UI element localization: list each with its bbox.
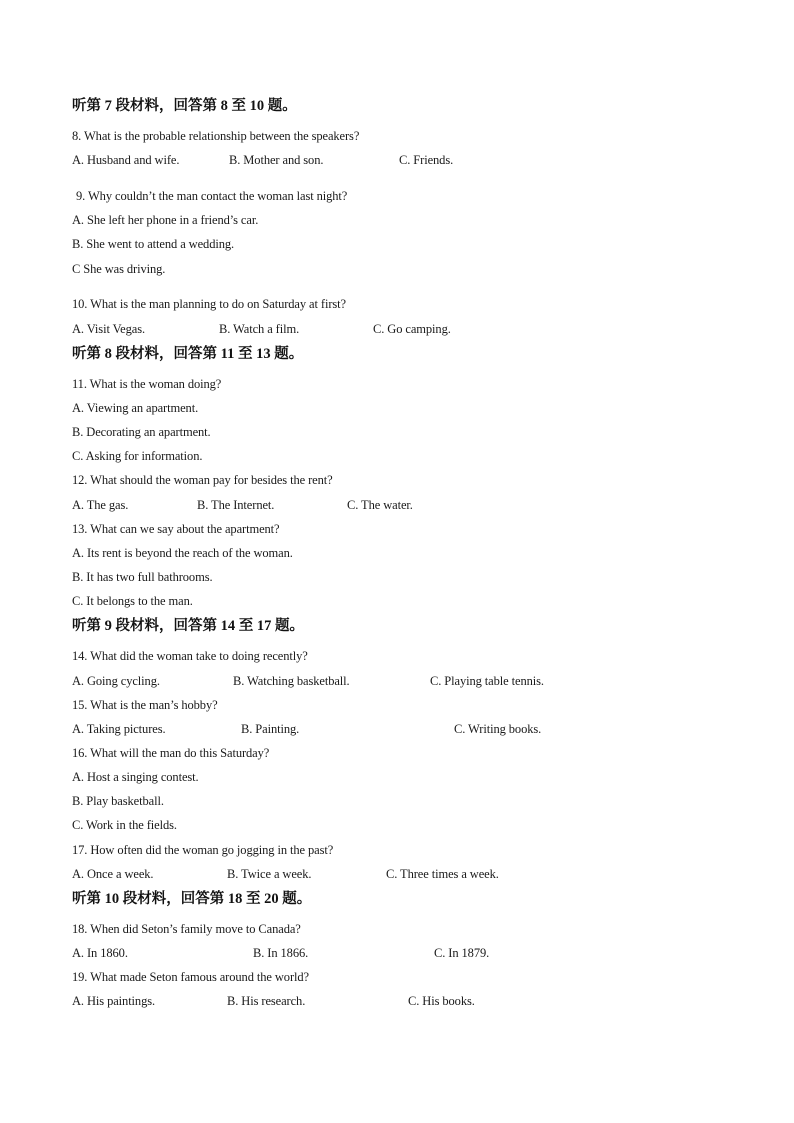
answer-option: C. His books. (408, 994, 475, 1008)
answer-option: C. It belongs to the man. (72, 594, 193, 608)
answer-option: B. Watching basketball. (233, 674, 350, 688)
question-text: 16. What will the man do this Saturday? (72, 746, 270, 760)
question-text: 10. What is the man planning to do on Saturday at first? (72, 297, 346, 311)
answer-option: A. Going cycling. (72, 674, 160, 688)
question-text: 13. What can we say about the apartment? (72, 522, 280, 536)
answer-option: B. In 1866. (253, 946, 309, 960)
answer-option: C. Playing table tennis. (430, 674, 544, 688)
answer-option: C She was driving. (72, 262, 166, 276)
answer-option: C. Go camping. (373, 322, 451, 336)
answer-option: A. The gas. (72, 498, 129, 512)
answer-option: B. The Internet. (197, 498, 275, 512)
answer-option: B. She went to attend a wedding. (72, 237, 235, 251)
question-text: 14. What did the woman take to doing recently? (72, 649, 308, 663)
answer-option: C. Writing books. (454, 722, 542, 736)
question-text: 17. How often did the woman go jogging in the past? (72, 843, 334, 857)
answer-option: A. Visit Vegas. (72, 322, 145, 336)
question-text: 11. What is the woman doing? (72, 377, 222, 391)
section-heading: 听第 9 段材料，回答第 14 至 17 题。 (72, 618, 304, 634)
answer-option: B. Mother and son. (229, 153, 324, 167)
answer-option: A. Once a week. (72, 867, 154, 881)
answer-option: A. Husband and wife. (72, 153, 180, 167)
answer-option: B. Twice a week. (227, 867, 312, 881)
answer-option: B. It has two full bathrooms. (72, 570, 213, 584)
question-text: 8. What is the probable relationship between the speakers? (72, 129, 360, 143)
answer-option: C. In 1879. (434, 946, 490, 960)
answer-option: B. Play basketball. (72, 794, 164, 808)
answer-option: C. Work in the fields. (72, 818, 177, 832)
answer-option: C. Friends. (399, 153, 454, 167)
answer-option: B. Painting. (241, 722, 300, 736)
answer-option: A. Its rent is beyond the reach of the woman. (72, 546, 293, 560)
question-text: 12. What should the woman pay for besides the rent? (72, 473, 333, 487)
answer-option: A. His paintings. (72, 994, 156, 1008)
answer-option: C. The water. (347, 498, 413, 512)
section-heading: 听第 8 段材料，回答第 11 至 13 题。 (72, 346, 304, 362)
answer-option: A. She left her phone in a friend’s car. (72, 213, 259, 227)
answer-option: B. Watch a film. (219, 322, 300, 336)
answer-option: A. Host a singing contest. (72, 770, 199, 784)
answer-option: B. Decorating an apartment. (72, 425, 211, 439)
answer-option: A. Taking pictures. (72, 722, 166, 736)
question-text: 19. What made Seton famous around the world? (72, 970, 309, 984)
answer-option: C. Three times a week. (386, 867, 499, 881)
section-heading: 听第 10 段材料，回答第 18 至 20 题。 (72, 891, 312, 907)
question-text: 15. What is the man’s hobby? (72, 698, 218, 712)
answer-option: A. In 1860. (72, 946, 128, 960)
answer-option: C. Asking for information. (72, 449, 203, 463)
answer-option: A. Viewing an apartment. (72, 401, 199, 415)
section-heading: 听第 7 段材料，回答第 8 至 10 题。 (72, 98, 297, 114)
question-text: 18. When did Seton’s family move to Canada? (72, 922, 301, 936)
question-text: 9. Why couldn’t the man contact the woman last night? (76, 189, 348, 203)
answer-option: B. His research. (227, 994, 306, 1008)
